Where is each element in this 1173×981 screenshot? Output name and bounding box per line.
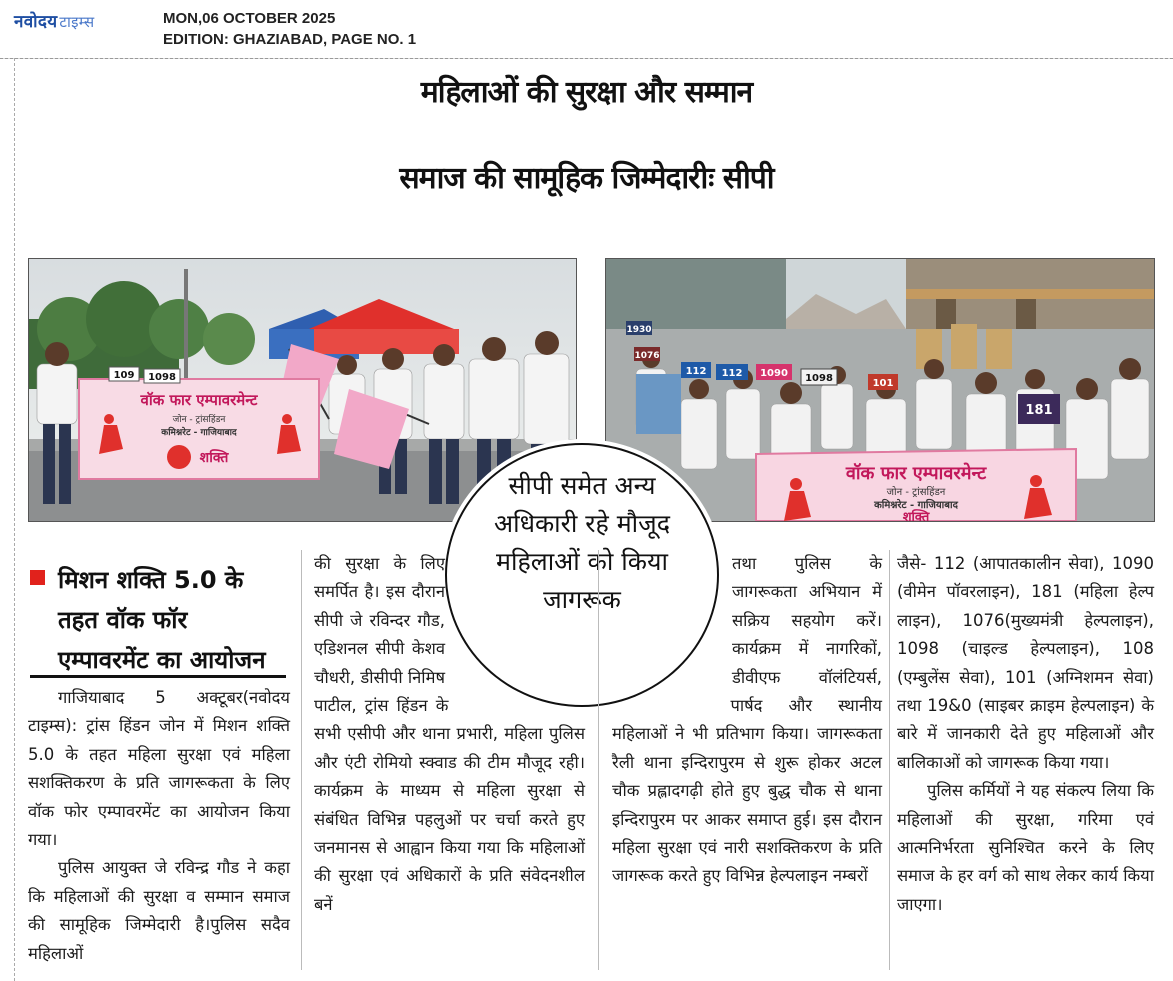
edition-info: EDITION: GHAZIABAD, PAGE NO. 1 <box>163 31 417 48</box>
column-divider <box>598 550 599 970</box>
banner-logo-text: शक्ति <box>902 510 930 521</box>
placard-number: 112 <box>685 366 707 377</box>
column-divider <box>889 550 890 970</box>
banner-zone-text: जोन - ट्रांसहिंडन <box>172 415 226 425</box>
subheading-block <box>30 560 286 680</box>
article-paragraph: की सुरक्षा के लिए समर्पित है। इस दौरान सीपी जे रविन्दर गौड, एडिशनल सीपी केशव चौधरी, डीसीपी निमिष पाटील, ट्रांस हिंडन के सभी एसीपी और थाना प्रभारी, महिला पुलिस और एंटी रोमियो स्क्वाड की टीम मौजूद रही। कार्यक्रम के माध्यम से महिला सुरक्षा से संबंधित विभिन्न पहलुओं पर चर्चा करते हुए जनमानस से आह्वान किया गया कि महिलाओं की सुरक्षा एवं अधिकारों के प्रति संवेदनशील बनें <box>314 554 585 914</box>
banner-zone-text: जोन - ट्रांसहिंडन <box>886 487 946 498</box>
subheading-rule <box>30 675 286 678</box>
banner-title-text: वॉक फार एम्पावरमेन्ट <box>140 391 258 409</box>
article-paragraph: पुलिस आयुक्त जे रविन्द्र गौड ने कहा कि महिलाओं की सुरक्षा व सम्मान समाज की सामूहिक जिम्मेदारी है।पुलिस सदैव महिलाओं <box>28 858 290 963</box>
placard-number: 1076 <box>634 351 660 361</box>
headline-line-1: महिलाओं की सुरक्षा और सम्मान <box>420 75 753 110</box>
placard-number: 112 <box>721 368 743 379</box>
article-column-3 <box>612 550 882 891</box>
placard-number: 1090 <box>760 368 788 379</box>
edition-meta <box>163 8 416 50</box>
newspaper-logo <box>14 9 94 32</box>
bib-number: 109 <box>113 370 135 381</box>
logo-subtext: टाइम्स <box>59 13 95 31</box>
placard-number: 1930 <box>626 325 652 335</box>
subheading: मिशन शक्ति 5.0 के तहत वॉक फॉर एम्पावरमेंट का आयोजन <box>58 566 266 674</box>
issue-date: MON,06 OCTOBER 2025 <box>163 10 336 27</box>
bib-number: 1098 <box>148 372 176 383</box>
article-column-4 <box>897 550 1154 919</box>
column-divider <box>301 550 302 970</box>
pull-quote-text: सीपी समेत अन्य अधिकारी रहे मौजूद महिलाओं को किया जागरूक <box>494 471 670 614</box>
placard-number: 181 <box>1025 403 1053 418</box>
masthead-bar <box>0 0 1173 59</box>
header-divider <box>0 58 1173 59</box>
banner-title-text: वॉक फार एम्पावरमेन्ट <box>845 463 987 484</box>
article-paragraph: जैसे- 112 (आपातकालीन सेवा), 1090 (वीमेन पॉवरलाइन), 181 (महिला हेल्प लाइन), 1076(मुख्यमंत्री हेल्पलाइन), 1098 (चाइल्ड हेल्पलाइन), 108 (एम्बुलेंस सेवा), 101 (अग्निशमन सेवा) तथा 19&0 (साइबर क्राइम हेल्पलाइन) के बारे में जानकारी देते हुए महिलाओं और बालिकाओं को जागरूक किया गया। <box>897 554 1154 772</box>
shakti-logo-icon <box>167 445 191 469</box>
article-column-2 <box>314 550 585 919</box>
placard-number: 101 <box>872 378 894 389</box>
article-column-1 <box>28 684 290 968</box>
red-bullet-icon <box>30 570 45 585</box>
placard-number: 1098 <box>805 373 833 384</box>
banner-logo-text: शक्ति <box>199 450 229 466</box>
logo-text: नवोदय <box>14 12 58 32</box>
headline-line-2: समाज की सामूहिक जिम्मेदारीः सीपी <box>399 161 774 196</box>
article-paragraph: पुलिस कर्मियों ने यह संकल्प लिया कि महिलाओं की सुरक्षा, गरिमा एवं आत्मनिर्भरता सुनिश्चित करने के लिए समाज के हर वर्ग को साथ लेकर कार्य किया जाएगा। <box>897 781 1154 914</box>
banner-commissionerate-text: कमिश्नरेट - गाजियाबाद <box>874 500 958 511</box>
article-paragraph: गाजियाबाद 5 अक्टूबर(नवोदय टाइम्स): ट्रांस हिंडन जोन में मिशन शक्ति 5.0 के तहत महिला सुरक्षा एवं महिला सशक्तिकरण के प्रति जागरूकता के लिए वॉक फोर एम्पावरमेंट का आयोजन किया गया। <box>28 688 290 850</box>
banner-commissionerate-text: कमिश्नरेट - गाजियाबाद <box>161 428 237 438</box>
article-paragraph: तथा पुलिस के जागरूकता अभियान में सक्रिय सहयोग करें। कार्यक्रम में नागरिकों, डीवीएफ वॉलंटियर्स, पार्षद और स्थानीय महिलाओं ने भी प्रतिभाग किया। जागरूकता रैली थाना इन्दिरापुरम से शुरू होकर अटल चौक प्रह्लादगढ़ी होते हुए बुद्ध चौक से थाना इन्दिरापुरम पर आकर समाप्त हुई। इस दौरान महिला सुरक्षा एवं नारी सशक्तिकरण के प्रति जागरूक करते हुए विभिन्न हेल्पलाइन नम्बरों <box>612 554 882 886</box>
